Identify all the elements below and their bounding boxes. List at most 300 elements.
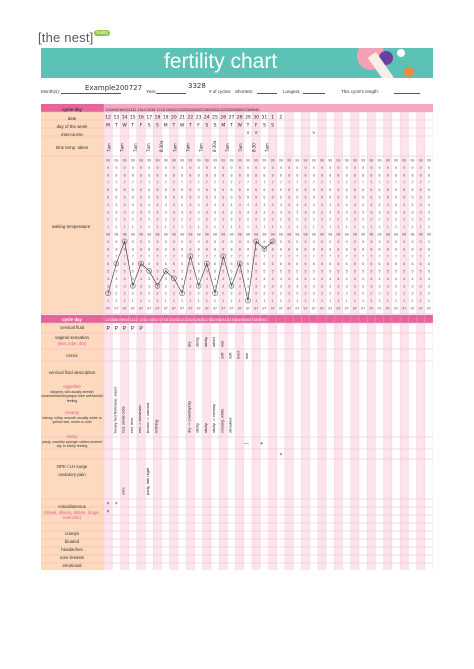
temp-scale-cell: 8	[386, 247, 389, 252]
temp-scale-cell: 7	[312, 180, 315, 185]
temp-scale-cell: 3	[246, 284, 249, 289]
time-cell: 7am	[146, 143, 152, 152]
temp-scale-cell: 9	[386, 165, 389, 170]
temp-scale-cell: 5	[172, 269, 175, 274]
temp-scale-cell: 8	[107, 173, 110, 178]
temp-scale-cell: 97	[352, 306, 357, 311]
temp-scale-cell: 9	[403, 239, 406, 244]
temp-scale-cell: 1	[427, 299, 430, 304]
temp-scale-cell: 98	[319, 232, 324, 237]
temp-scale-cell: 5	[378, 269, 381, 274]
temp-scale-cell: 4	[362, 276, 365, 281]
temp-scale-cell: 9	[189, 165, 192, 170]
temp-scale-cell: 4	[148, 202, 151, 207]
temp-scale-cell: 2	[337, 217, 340, 222]
time-cell: 8:30	[251, 143, 257, 152]
temp-scale-cell: 3	[107, 284, 110, 289]
temp-scale-cell: 4	[123, 276, 126, 281]
temp-scale-cell: 6	[230, 262, 233, 267]
temp-scale-cell: 2	[288, 217, 291, 222]
temp-scale-cell: 4	[156, 276, 159, 281]
temp-scale-cell: 5	[123, 195, 126, 200]
temp-scale-cell: 7	[411, 180, 414, 185]
temp-scale-cell: 7	[181, 254, 184, 259]
time-cell: 7am	[106, 143, 112, 152]
temp-scale-cell: 2	[279, 217, 282, 222]
temp-scale-cell: 8	[230, 247, 233, 252]
temp-scale-cell: 5	[320, 195, 323, 200]
date-cell: 24	[203, 115, 210, 121]
date-cell: 2	[279, 115, 283, 121]
temp-scale-cell: 7	[320, 254, 323, 259]
temp-scale-cell: 6	[394, 262, 397, 267]
temp-scale-cell: 8	[279, 173, 282, 178]
lower-cycle-day-label: cycle day	[62, 317, 82, 322]
temp-scale-cell: 3	[353, 210, 356, 215]
temp-scale-cell: 1	[197, 225, 200, 230]
temp-scale-cell: 2	[230, 217, 233, 222]
ovulatory-mark: ×	[279, 452, 283, 458]
temp-scale-cell: 1	[115, 225, 118, 230]
temp-scale-cell: 6	[189, 262, 192, 267]
temp-scale-cell: 6	[320, 188, 323, 193]
temp-scale-cell: 5	[304, 195, 307, 200]
temp-scale-cell: 8	[370, 247, 373, 252]
temp-scale-cell: 4	[362, 202, 365, 207]
temp-scale-cell: 5	[419, 269, 422, 274]
temp-scale-cell: 3	[296, 210, 299, 215]
temp-scale-cell: 97	[163, 306, 168, 311]
temp-scale-cell: 9	[123, 239, 126, 244]
temp-scale-cell: 9	[320, 165, 323, 170]
temp-scale-cell: 3	[164, 284, 167, 289]
cervix-label: cervix	[66, 353, 78, 358]
dow-cell: S	[271, 123, 275, 129]
temp-scale-cell: 4	[140, 202, 143, 207]
temp-scale-cell: 2	[189, 217, 192, 222]
temp-scale-cell: 5	[386, 195, 389, 200]
temp-scale-cell: 9	[181, 165, 184, 170]
temp-scale-cell: 8	[411, 173, 414, 178]
cramps-mark: ×	[114, 501, 118, 507]
temp-scale-cell: 4	[329, 276, 332, 281]
temp-scale-cell: 2	[329, 291, 332, 296]
temp-scale-cell: 98	[385, 232, 390, 237]
grid-column	[400, 323, 408, 570]
temp-scale-cell: 4	[115, 276, 118, 281]
temp-scale-cell: 3	[386, 210, 389, 215]
temp-scale-cell: 7	[222, 254, 225, 259]
bloated-label: bloated	[64, 539, 80, 544]
fluid-mark: P	[131, 326, 135, 332]
temp-scale-cell: 3	[427, 210, 430, 215]
grid-column	[137, 323, 145, 570]
temp-scale-cell: 99	[369, 158, 374, 163]
cycle-day-label: cycle day	[62, 107, 82, 112]
temp-scale-cell: 4	[320, 202, 323, 207]
temp-scale-cell: 7	[345, 254, 348, 259]
temp-scale-cell: 1	[246, 225, 249, 230]
temp-scale-cell: 2	[181, 291, 184, 296]
temp-scale-cell: 3	[312, 284, 315, 289]
temp-scale-cell: 7	[246, 180, 249, 185]
temp-scale-cell: 5	[312, 269, 315, 274]
temp-scale-cell: 6	[353, 188, 356, 193]
temp-scale-cell: 6	[164, 262, 167, 267]
temp-scale-cell: 5	[353, 269, 356, 274]
grid-column	[351, 323, 359, 570]
temp-scale-cell: 4	[337, 276, 340, 281]
misc-entry: party, late night	[145, 467, 151, 495]
temp-scale-cell: 3	[329, 210, 332, 215]
temp-scale-cell: 4	[181, 276, 184, 281]
temp-scale-cell: 6	[222, 262, 225, 267]
temp-scale-cell: 99	[188, 158, 193, 163]
temp-scale-cell: 5	[222, 195, 225, 200]
temp-scale-cell: 1	[411, 299, 414, 304]
temp-scale-cell: 8	[279, 247, 282, 252]
temp-scale-cell: 3	[107, 210, 110, 215]
temp-scale-cell: 99	[377, 158, 382, 163]
temp-scale-cell: 5	[288, 195, 291, 200]
temp-scale-cell: 5	[329, 269, 332, 274]
temp-scale-cell: 3	[296, 284, 299, 289]
temp-scale-cell: 5	[164, 195, 167, 200]
temp-scale-cell: 4	[312, 202, 315, 207]
temp-scale-cell: 5	[238, 269, 241, 274]
temp-scale-cell: 9	[345, 165, 348, 170]
temp-scale-cell: 8	[394, 247, 397, 252]
temp-scale-cell: 7	[140, 180, 143, 185]
temp-scale-cell: 8	[246, 247, 249, 252]
date-cell: 27	[228, 115, 235, 121]
temp-scale-cell: 5	[279, 195, 282, 200]
date-cell: 26	[220, 115, 227, 121]
temp-scale-cell: 9	[288, 165, 291, 170]
temp-scale-cell: 1	[304, 225, 307, 230]
temp-scale-cell: 7	[197, 254, 200, 259]
temp-scale-cell: 99	[254, 158, 259, 163]
misc-label: miscellaneous	[58, 504, 86, 509]
creamy-label: creamy	[64, 410, 80, 415]
temp-scale-cell: 8	[197, 247, 200, 252]
temp-scale-cell: 8	[329, 173, 332, 178]
temp-scale-cell: 3	[403, 210, 406, 215]
temp-scale-cell: 8	[263, 173, 266, 178]
temp-scale-cell: 8	[353, 173, 356, 178]
temp-scale-cell: 5	[214, 195, 217, 200]
temp-scale-cell: 9	[263, 239, 266, 244]
temp-scale-cell: 6	[271, 188, 274, 193]
temp-scale-cell: 5	[427, 195, 430, 200]
temp-scale-cell: 8	[288, 173, 291, 178]
temp-scale-cell: 97	[245, 306, 250, 311]
temp-scale-cell: 6	[214, 188, 217, 193]
temp-scale-cell: 8	[148, 247, 151, 252]
temp-scale-cell: 1	[172, 225, 175, 230]
temp-scale-cell: 2	[271, 291, 274, 296]
temp-scale-cell: 1	[312, 225, 315, 230]
temp-scale-cell: 99	[213, 158, 218, 163]
temp-scale-cell: 6	[370, 188, 373, 193]
temp-scale-cell: 8	[123, 247, 126, 252]
temp-scale-cell: 99	[287, 158, 292, 163]
temp-scale-cell: 6	[337, 262, 340, 267]
temp-scale-cell: 99	[229, 158, 234, 163]
temp-scale-cell: 5	[403, 269, 406, 274]
temp-scale-cell: 98	[402, 232, 407, 237]
temp-scale-cell: 98	[377, 232, 382, 237]
temp-scale-cell: 6	[238, 262, 241, 267]
shortest-field[interactable]	[257, 93, 277, 94]
temp-scale-cell: 98	[180, 232, 185, 237]
temp-scale-cell: 99	[361, 158, 366, 163]
temp-scale-cell: 2	[263, 217, 266, 222]
temp-scale-cell: 5	[140, 269, 143, 274]
temp-scale-cell: 2	[320, 291, 323, 296]
dow-cell: T	[246, 123, 250, 129]
temp-scale-cell: 4	[189, 202, 192, 207]
temp-scale-cell: 7	[288, 254, 291, 259]
fluid-mark: P	[106, 326, 110, 332]
temp-scale-cell: 2	[205, 291, 208, 296]
temp-scale-cell: 97	[426, 306, 431, 311]
temp-scale-cell: 97	[130, 306, 135, 311]
temp-scale-cell: 6	[140, 262, 143, 267]
temp-scale-cell: 5	[263, 195, 266, 200]
fluid-description: sticky	[194, 423, 200, 433]
temp-scale-cell: 1	[164, 225, 167, 230]
temp-scale-cell: 5	[271, 195, 274, 200]
temp-scale-cell: 9	[304, 239, 307, 244]
temp-scale-cell: 5	[189, 195, 192, 200]
temp-scale-cell: 4	[271, 202, 274, 207]
temp-scale-cell: 6	[329, 188, 332, 193]
temp-scale-cell: 97	[278, 306, 283, 311]
dow-cell: M	[106, 123, 111, 129]
temp-scale-cell: 9	[164, 165, 167, 170]
temp-scale-cell: 6	[123, 188, 126, 193]
temp-scale-cell: 1	[115, 299, 118, 304]
temp-scale-cell: 2	[115, 217, 118, 222]
sticky-label: sticky	[66, 434, 78, 439]
temp-scale-cell: 9	[271, 165, 274, 170]
temp-scale-cell: 97	[377, 306, 382, 311]
temp-scale-cell: 6	[123, 262, 126, 267]
temp-scale-cell: 99	[303, 158, 308, 163]
temp-scale-cell: 7	[370, 254, 373, 259]
grid-column	[367, 323, 375, 570]
date-cell: 23	[195, 115, 202, 121]
temp-scale-cell: 1	[394, 299, 397, 304]
temp-scale-cell: 9	[419, 239, 422, 244]
temp-scale-cell: 8	[312, 173, 315, 178]
temp-scale-cell: 1	[378, 299, 381, 304]
temp-scale-cell: 97	[171, 306, 176, 311]
temp-scale-cell: 2	[288, 291, 291, 296]
temp-scale-cell: 2	[172, 217, 175, 222]
temp-scale-cell: 98	[262, 232, 267, 237]
temp-scale-cell: 1	[312, 299, 315, 304]
temp-scale-cell: 3	[312, 210, 315, 215]
date-cell: 16	[138, 115, 144, 121]
temp-scale-cell: 9	[214, 239, 217, 244]
temp-scale-cell: 99	[278, 158, 283, 163]
eggwhite-desc: slippery, will usually stretch clear/streaked/opaque lube wet/lamidil feeling	[41, 390, 103, 403]
temp-scale-cell: 4	[345, 276, 348, 281]
longest-field[interactable]	[303, 93, 325, 94]
temp-scale-cell: 1	[140, 225, 143, 230]
temp-scale-cell: 9	[148, 239, 151, 244]
temp-scale-cell: 1	[131, 299, 134, 304]
temp-scale-cell: 3	[263, 284, 266, 289]
temp-scale-cell: 3	[353, 284, 356, 289]
vaginal-entry: dry	[186, 341, 192, 347]
temp-scale-cell: 2	[370, 291, 373, 296]
time-label: time temp. taken	[55, 145, 89, 150]
temp-scale-cell: 2	[427, 291, 430, 296]
cervix-entry: med	[235, 351, 241, 359]
temp-scale-cell: 8	[288, 247, 291, 252]
waking-temperature-label: waking temperature	[51, 224, 91, 229]
temp-scale-cell: 8	[419, 247, 422, 252]
temp-scale-cell: 8	[214, 247, 217, 252]
temp-scale-cell: 5	[304, 269, 307, 274]
temp-scale-cell: 1	[345, 225, 348, 230]
cycle-length-field[interactable]	[394, 93, 420, 94]
cramps-label: cramps	[64, 531, 80, 536]
temp-scale-cell: 7	[107, 180, 110, 185]
temp-scale-cell: 2	[197, 291, 200, 296]
temp-scale-cell: 5	[255, 195, 258, 200]
time-cell: 7am	[185, 143, 191, 152]
temp-scale-cell: 9	[362, 239, 365, 244]
temp-scale-cell: 1	[164, 299, 167, 304]
temp-scale-cell: 9	[411, 165, 414, 170]
temp-scale-cell: 3	[279, 284, 282, 289]
temp-scale-cell: 6	[296, 262, 299, 267]
temp-scale-cell: 3	[189, 210, 192, 215]
temp-scale-cell: 1	[288, 225, 291, 230]
temp-scale-cell: 6	[304, 262, 307, 267]
temp-scale-cell: 8	[164, 173, 167, 178]
temp-scale-cell: 9	[246, 239, 249, 244]
temp-scale-cell: 9	[394, 239, 397, 244]
temp-scale-cell: 1	[255, 225, 258, 230]
temp-scale-cell: 1	[320, 225, 323, 230]
temp-scale-cell: 9	[312, 239, 315, 244]
temp-scale-cell: 1	[222, 225, 225, 230]
temp-scale-cell: 2	[419, 217, 422, 222]
temp-scale-cell: 3	[222, 210, 225, 215]
temp-scale-cell: 7	[140, 254, 143, 259]
temp-scale-cell: 9	[362, 165, 365, 170]
temp-scale-cell: 7	[214, 254, 217, 259]
temp-scale-cell: 9	[296, 165, 299, 170]
temp-scale-cell: 2	[312, 291, 315, 296]
temp-scale-cell: 6	[296, 188, 299, 193]
temp-scale-cell: 9	[189, 239, 192, 244]
temp-scale-cell: 3	[214, 284, 217, 289]
temp-scale-cell: 8	[304, 247, 307, 252]
temp-scale-cell: 3	[230, 210, 233, 215]
temp-scale-cell: 5	[378, 195, 381, 200]
temp-scale-cell: 3	[263, 210, 266, 215]
temp-scale-cell: 7	[312, 254, 315, 259]
temp-scale-cell: 4	[197, 276, 200, 281]
temp-scale-cell: 7	[271, 254, 274, 259]
temp-scale-cell: 7	[115, 254, 118, 259]
temp-scale-cell: 4	[419, 202, 422, 207]
temp-scale-cell: 2	[345, 217, 348, 222]
temp-scale-cell: 2	[123, 291, 126, 296]
fluid-mark: P	[139, 326, 143, 332]
temp-scale-cell: 98	[114, 232, 119, 237]
temp-scale-cell: 3	[329, 284, 332, 289]
temp-scale-cell: 4	[271, 276, 274, 281]
temp-scale-cell: 7	[230, 180, 233, 185]
temp-scale-cell: 2	[378, 291, 381, 296]
intercourse-label: intercourse	[61, 132, 83, 137]
temp-scale-cell: 8	[238, 247, 241, 252]
temp-scale-cell: 6	[353, 262, 356, 267]
temp-scale-cell: 2	[312, 217, 315, 222]
temp-scale-cell: 8	[386, 173, 389, 178]
temp-scale-cell: 5	[230, 195, 233, 200]
months-field[interactable]: Example200727	[85, 84, 143, 92]
temp-scale-cell: 6	[271, 262, 274, 267]
temp-scale-cell: 9	[222, 165, 225, 170]
temp-scale-cell: 6	[107, 188, 110, 193]
temp-scale-cell: 6	[181, 188, 184, 193]
temp-scale-cell: 4	[205, 202, 208, 207]
shortest-label: Shortest:	[235, 89, 254, 94]
logo-text: [the nest]	[38, 30, 94, 45]
temp-scale-cell: 5	[403, 195, 406, 200]
grid-column	[186, 323, 194, 570]
temp-scale-cell: 6	[172, 262, 175, 267]
grid-column	[417, 323, 425, 570]
temp-scale-cell: 2	[205, 217, 208, 222]
temp-scale-cell: 4	[320, 276, 323, 281]
temp-scale-cell: 97	[180, 306, 185, 311]
year-field[interactable]: 3328	[188, 82, 206, 90]
temp-scale-cell: 9	[353, 239, 356, 244]
temp-scale-cell: 5	[107, 269, 110, 274]
temp-scale-cell: 3	[246, 210, 249, 215]
temp-scale-cell: 97	[311, 306, 316, 311]
temp-scale-cell: 1	[205, 225, 208, 230]
temp-scale-cell: 2	[156, 291, 159, 296]
temp-scale-cell: 6	[230, 188, 233, 193]
temp-scale-cell: 4	[131, 202, 134, 207]
temp-scale-cell: 2	[353, 291, 356, 296]
temp-scale-cell: 3	[230, 284, 233, 289]
temp-scale-cell: 3	[255, 210, 258, 215]
temp-scale-cell: 1	[362, 225, 365, 230]
temp-scale-cell: 4	[296, 276, 299, 281]
temp-scale-cell: 6	[403, 188, 406, 193]
temp-scale-cell: 6	[115, 188, 118, 193]
temp-scale-cell: 8	[115, 247, 118, 252]
temp-scale-cell: 97	[418, 306, 423, 311]
temp-scale-cell: 7	[279, 254, 282, 259]
temp-scale-cell: 9	[222, 239, 225, 244]
cervix-entry: low	[243, 352, 249, 359]
temp-scale-cell: 97	[402, 306, 407, 311]
temp-scale-cell: 5	[222, 269, 225, 274]
temp-scale-cell: 98	[418, 232, 423, 237]
